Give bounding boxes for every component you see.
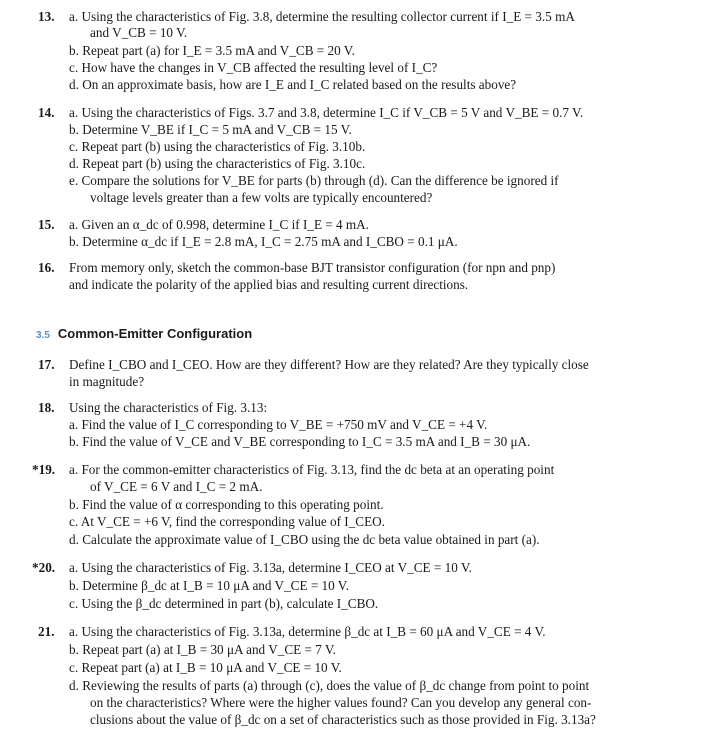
problem-13-line-b: b. Repeat part (a) for I_E = 3.5 mA and V_CB = 20 V.	[69, 43, 355, 58]
problem-13-line-c: c. How have the changes in V_CB affected the resulting level of I_C?	[69, 60, 438, 75]
problem-21-line-b: b. Repeat part (a) at I_B = 30 μA and V_CE = 7 V.	[69, 642, 336, 657]
problem-14-line-b: b. Determine V_BE if I_C = 5 mA and V_CB = 15 V.	[69, 122, 352, 137]
problem-15-line-a: a. Given an α_dc of 0.998, determine I_C if I_E = 4 mA.	[69, 217, 370, 232]
problem-15-line-b: b. Determine α_dc if I_E = 2.8 mA, I_C = 2.75 mA and I_CBO = 0.1 μA.	[69, 234, 458, 249]
problem-14-line-e: e. Compare the solutions for V_BE for parts (b) through (d). Can the difference be ignored if	[69, 173, 559, 188]
problem-number-16: 16.	[38, 260, 55, 275]
problem-18-line-intro: Using the characteristics of Fig. 3.13:	[69, 400, 268, 415]
problem-number-14: 14.	[38, 105, 55, 120]
problem-number-18: 18.	[38, 400, 55, 415]
section-heading	[36, 326, 252, 344]
problem-number-17: 17.	[38, 357, 55, 372]
problem-17-line-1: Define I_CBO and I_CEO. How are they different? How are they related? Are they typically close	[69, 357, 589, 372]
section-title: Common-Emitter Configuration	[57, 326, 253, 341]
problem-19-line-a-cont: of V_CE = 6 V and I_C = 2 mA.	[90, 479, 263, 494]
problem-21-line-c: c. Repeat part (a) at I_B = 10 μA and V_CE = 10 V.	[69, 660, 342, 675]
problem-19-line-b: b. Find the value of α corresponding to this operating point.	[69, 497, 384, 512]
problem-14-line-a: a. Using the characteristics of Figs. 3.7 and 3.8, determine I_C if V_CB = 5 V and V_BE = 0.7 V.	[69, 105, 584, 120]
problem-18-line-b: b. Find the value of V_CE and V_BE corresponding to I_C = 3.5 mA and I_B = 30 μA.	[69, 434, 531, 449]
section-number: 3.5	[36, 330, 50, 341]
problem-13-line-d: d. On an approximate basis, how are I_E and I_C related based on the results above?	[69, 77, 517, 92]
problem-16-line-1: From memory only, sketch the common-base BJT transistor configuration (for npn and pnp)	[69, 260, 556, 275]
problem-number-13: 13.	[38, 9, 55, 24]
problem-14-line-c: c. Repeat part (b) using the characteristics of Fig. 3.10b.	[69, 139, 366, 154]
problem-21-line-d-cont2: clusions about the value of β_dc on a set of characteristics such as those provided in Fig. 3.13a?	[90, 712, 596, 727]
problem-20-line-a: a. Using the characteristics of Fig. 3.13a, determine I_CEO at V_CE = 10 V.	[69, 560, 472, 575]
problem-18-line-a: a. Find the value of I_C corresponding to V_BE = +750 mV and V_CE = +4 V.	[69, 417, 488, 432]
problem-number-20: *20.	[32, 560, 56, 575]
problem-17-line-2: in magnitude?	[69, 374, 145, 389]
problem-19-line-a: a. For the common-emitter characteristics of Fig. 3.13, find the dc beta at an operating point	[69, 462, 555, 477]
problem-14-line-e-cont: voltage levels greater than a few volts are typically encountered?	[90, 190, 433, 205]
problem-21-line-a: a. Using the characteristics of Fig. 3.13a, determine β_dc at I_B = 60 μA and V_CE = 4 V.	[69, 624, 546, 639]
problem-16-line-2: and indicate the polarity of the applied bias and resulting current directions.	[69, 277, 469, 292]
problem-19-line-d: d. Calculate the approximate value of I_CBO using the dc beta value obtained in part (a).	[69, 532, 540, 547]
problem-13-line-a-cont: and V_CB = 10 V.	[90, 25, 188, 40]
problem-number-19: *19.	[32, 462, 56, 477]
problem-21-line-d-cont1: on the characteristics? Where were the higher values found? Can you develop any general con-	[90, 695, 592, 710]
problem-14-line-d: d. Repeat part (b) using the characteristics of Fig. 3.10c.	[69, 156, 366, 171]
problem-20-line-c: c. Using the β_dc determined in part (b), calculate I_CBO.	[69, 596, 379, 611]
problem-number-15: 15.	[38, 217, 55, 232]
problem-21-line-d: d. Reviewing the results of parts (a) through (c), does the value of β_dc change from point to point	[69, 678, 590, 693]
problem-19-line-c: c. At V_CE = +6 V, find the corresponding value of I_CEO.	[69, 514, 385, 529]
problem-20-line-b: b. Determine β_dc at I_B = 10 μA and V_CE = 10 V.	[69, 578, 349, 593]
problem-13-line-a: a. Using the characteristics of Fig. 3.8, determine the resulting collector current if I_E = 3.5 mA	[69, 9, 575, 24]
problem-number-21: 21.	[38, 624, 55, 639]
